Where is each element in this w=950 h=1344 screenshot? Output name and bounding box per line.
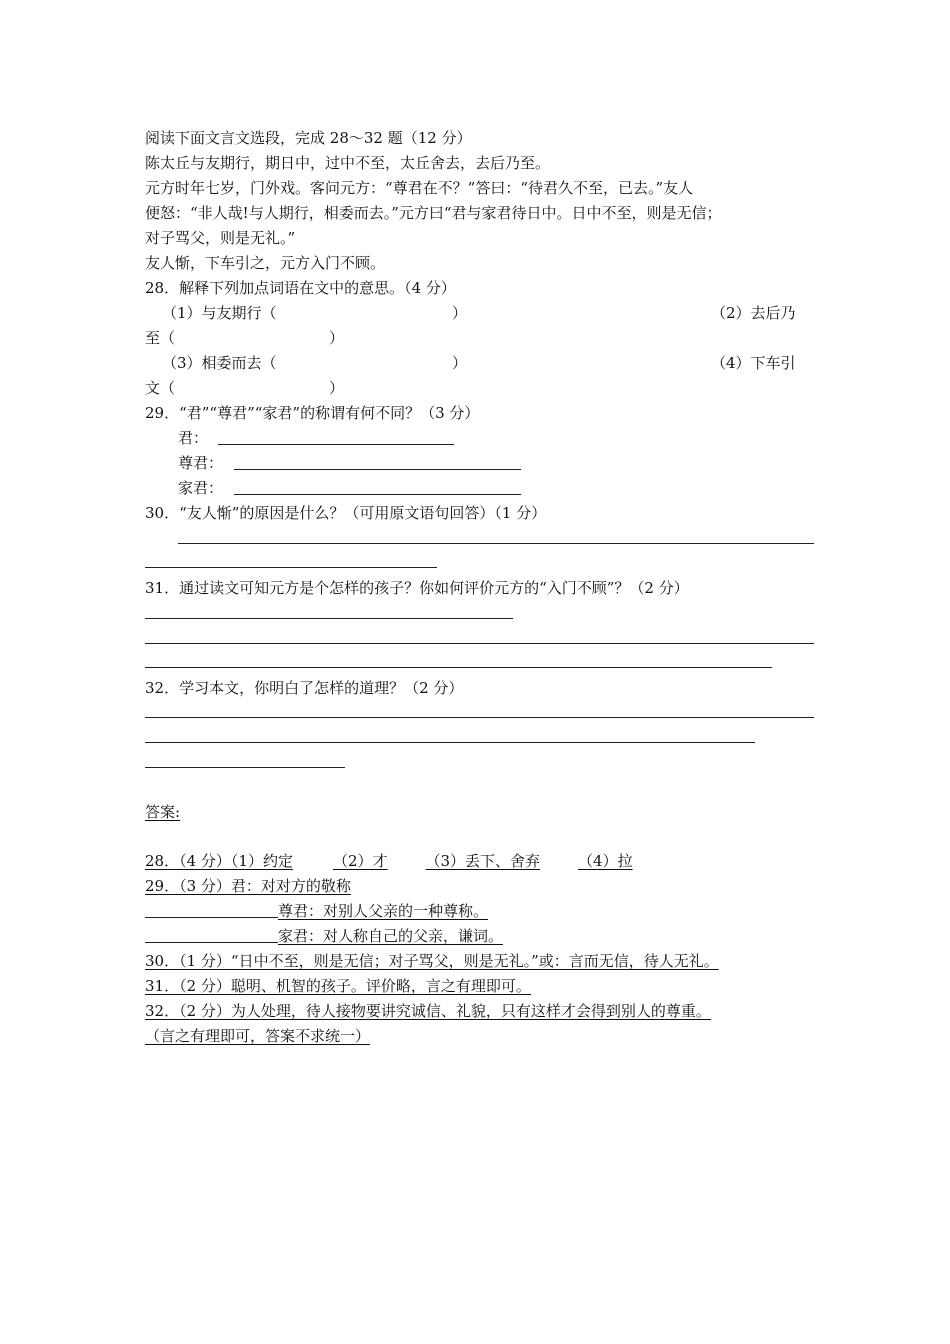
q28-item-1: （1）与友期行（ <box>162 304 277 322</box>
q30-answer-line-1[interactable] <box>178 543 814 544</box>
answer-29-line-2: 尊君：对别人父亲的一种尊称。 <box>278 902 489 920</box>
q29-jun-label: 君： <box>178 429 209 447</box>
answer-28-item-3: （3）丢下、舍弃 <box>425 852 541 870</box>
q29-jiajun-answer-line[interactable] <box>234 494 521 495</box>
answer-29-line-3-underline <box>145 942 278 943</box>
passage-line-2: 元方时年七岁，门外戏。客问元方：“尊君在不？”答曰：“待君久不至，已去。”友人 <box>145 179 694 197</box>
passage-line-5: 友人惭，下车引之，元方入门不顾。 <box>145 254 386 272</box>
q28-item-1-close: ） <box>452 304 468 322</box>
answer-31: 31．（2 分）聪明、机智的孩子。评价略，言之有理即可。 <box>145 977 531 995</box>
q28-item-3-close: ） <box>452 354 468 372</box>
q32-answer-line-2[interactable] <box>145 742 755 743</box>
answer-30: 30．（1 分）“日中不至，则是无信；对子骂父，则是无礼。”或：言而无信，待人无礼。 <box>145 952 719 970</box>
q32-stem: 32．学习本文，你明白了怎样的道理？（2 分） <box>145 679 464 697</box>
q28-item-4-close: ） <box>329 379 345 397</box>
passage-line-3: 便怒：“非人哉!与人期行，相委而去。”元方曰“君与家君待日中。日中不至，则是无信； <box>145 204 722 222</box>
q28-item-4-part-b: 文（ <box>145 379 176 397</box>
passage-line-1: 陈太丘与友期行，期日中，过中不至，太丘舍去，去后乃至。 <box>145 154 551 172</box>
q28-item-2-close: ） <box>329 329 345 347</box>
q28-item-2-part-b: 至（ <box>145 329 176 347</box>
q31-answer-line-1[interactable] <box>145 618 513 619</box>
q31-stem: 31．通过读文可知元方是个怎样的孩子？你如何评价元方的“入门不顾”？（2 分） <box>145 579 689 597</box>
q28-item-2-part-a: （2）去后乃 <box>711 304 796 322</box>
answer-28-item-1: 28．（4 分）（1）约定 <box>145 852 293 870</box>
q32-answer-line-1[interactable] <box>145 717 814 718</box>
q28-stem: 28．解释下列加点词语在文中的意思。（4 分） <box>145 279 456 297</box>
answer-29-line-2-underline <box>145 917 278 918</box>
q29-zunjun-label: 尊君： <box>178 454 224 472</box>
answers-heading: 答案: <box>145 803 181 821</box>
q28-item-3: （3）相委而去（ <box>162 354 277 372</box>
answer-32-line-2 <box>145 1026 394 1046</box>
answer-29-line-3: 家君：对人称自己的父亲，谦词。 <box>278 927 504 945</box>
passage-line-4: 对子骂父，则是无礼。” <box>145 229 296 247</box>
q30-answer-line-2[interactable] <box>145 567 437 568</box>
answer-32-line-2-text: （言之有理即可，答案不求统一） <box>145 1027 371 1045</box>
q29-jun-answer-line[interactable] <box>218 444 454 445</box>
q30-stem: 30．“友人惭”的原因是什么？（可用原文语句回答）（1 分） <box>145 504 547 522</box>
q31-answer-line-3[interactable] <box>145 667 772 668</box>
answer-28-item-2: （2）才 <box>332 852 388 870</box>
q29-stem: 29．“君”“尊君”“家君”的称谓有何不同？（3 分） <box>145 404 480 422</box>
answer-29-line-1: 29．（3 分）君：对对方的敬称 <box>145 877 351 895</box>
q29-zunjun-answer-line[interactable] <box>234 469 521 470</box>
answer-28-item-4: （4）拉 <box>578 852 633 870</box>
q32-answer-line-3[interactable] <box>145 767 345 768</box>
q29-jiajun-label: 家君： <box>178 479 224 497</box>
q31-answer-line-2[interactable] <box>145 643 814 644</box>
answer-28 <box>145 851 633 871</box>
answer-32-line-1: 32．（2 分）为人处理，待人接物要讲究诚信、礼貌，只有这样才会得到别人的尊重。 <box>145 1002 711 1020</box>
reading-intro: 阅读下面文言文选段，完成 28～32 题（12 分） <box>145 129 472 147</box>
q28-item-4-part-a: （4）下车引 <box>711 354 796 372</box>
